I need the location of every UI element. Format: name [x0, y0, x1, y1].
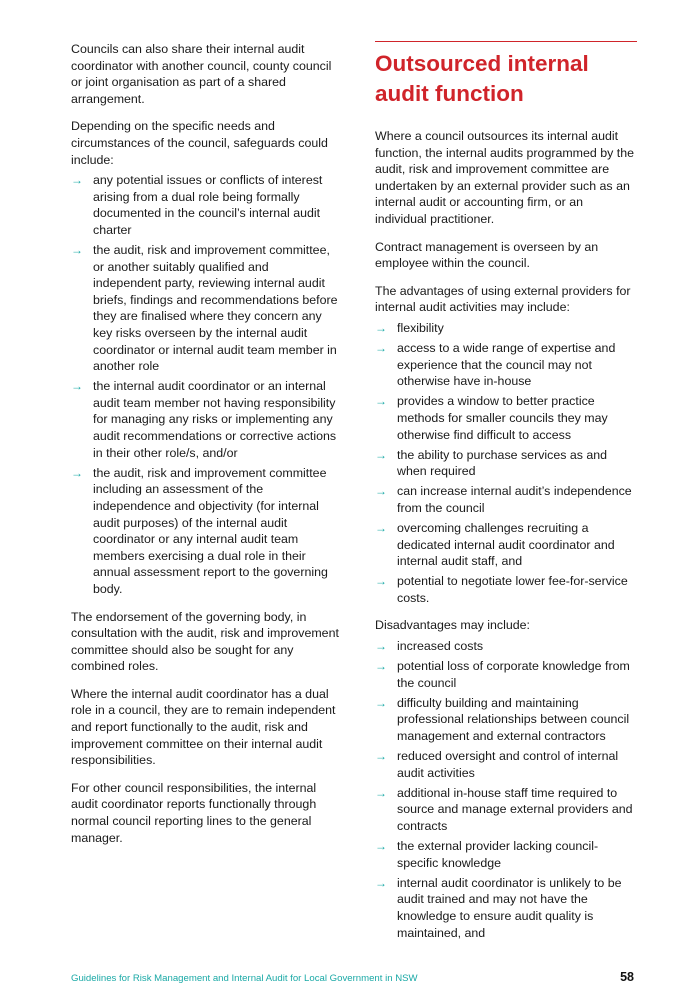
- right-column: [375, 41, 637, 952]
- list-item: → any potential issues or conflicts of interest arising from a dual role being formally documented in the council’s internal audit charter: [71, 173, 323, 237]
- list-item: → provides a window to better practice methods for smaller councils they may otherwise find difficult to access: [375, 394, 608, 442]
- list-item: → the audit, risk and improvement committee, or another suitably qualified and independent party, reviewing internal audit briefs, findings and recommendations before they are finalised where they concern any key risks overseen by the internal audit coordinator or internal audit team member in another role: [71, 243, 338, 374]
- arrow-right-icon: →: [375, 520, 387, 535]
- paragraph: The advantages of using external providers for internal audit activities may include:: [375, 283, 631, 315]
- arrow-right-icon: →: [375, 839, 387, 854]
- paragraph: Where the internal audit coordinator has a dual role in a council, they are to remain independent and report functionally to the audit, risk and improvement committee on their internal audit responsibilities.: [71, 686, 336, 768]
- list-item: → reduced oversight and control of internal audit activities: [375, 749, 619, 780]
- list-item: → increased costs: [375, 639, 484, 654]
- page-number: 58: [620, 970, 634, 984]
- left-column: [71, 41, 339, 857]
- list-item: → overcoming challenges recruiting a dedicated internal audit coordinator and internal audit staff, and: [375, 520, 615, 569]
- list-item: → the external provider lacking council-specific knowledge: [375, 839, 599, 870]
- paragraph: The endorsement of the governing body, in consultation with the audit, risk and improvement committee should also be sought for any combined roles.: [71, 609, 339, 674]
- paragraph: For other council responsibilities, the internal audit coordinator reports functionally through normal council reporting lines to the general manager.: [71, 780, 317, 845]
- list-item: → additional in-house staff time required to source and manage external providers and contracts: [375, 785, 633, 833]
- list-item: → the ability to purchase services as and when required: [375, 447, 608, 479]
- arrow-right-icon: →: [71, 465, 83, 480]
- list-item: → the audit, risk and improvement committee including an assessment of the independence and objectivity (for internal audit purposes) of the internal audit coordinator or any internal audit team members exercising a dual role in their annual assessment report to the governing body.: [71, 465, 328, 596]
- safeguards-list: [71, 172, 339, 597]
- list-item: → access to a wide range of expertise and experience that the council may not otherwise have in-house: [375, 341, 616, 389]
- list-item: → the internal audit coordinator or an internal audit team member not having responsibility for managing any risks or implementing any audit recommendations or corrective actions in their other role/s, and/or: [71, 379, 337, 460]
- arrow-right-icon: →: [375, 484, 387, 499]
- list-item: → internal audit coordinator is unlikely to be audit trained and may not have the knowledge to ensure audit quality is maintained, and: [375, 875, 622, 940]
- arrow-right-icon: →: [375, 394, 387, 409]
- arrow-right-icon: →: [71, 379, 83, 394]
- arrow-right-icon: →: [71, 243, 83, 258]
- paragraph: Disadvantages may include:: [375, 618, 530, 633]
- arrow-right-icon: →: [375, 341, 387, 356]
- arrow-right-icon: →: [71, 173, 83, 188]
- section-heading: Outsourced internal audit function: [375, 51, 589, 106]
- paragraph: Contract management is overseen by an employee within the council.: [375, 239, 599, 271]
- arrow-right-icon: →: [375, 447, 387, 462]
- arrow-right-icon: →: [375, 875, 387, 890]
- disadvantages-list: [375, 638, 637, 941]
- list-item: → difficulty building and maintaining professional relationships between council management and external contractors: [375, 695, 630, 743]
- advantages-list: [375, 320, 637, 607]
- arrow-right-icon: →: [375, 659, 387, 674]
- footer-title: Guidelines for Risk Management and Internal Audit for Local Government in NSW: [71, 973, 418, 984]
- paragraph: Councils can also share their internal audit coordinator with another council, county council or joint organisation as part of a shared arrangement.: [71, 42, 332, 106]
- list-item: → flexibility: [375, 320, 444, 335]
- arrow-right-icon: →: [375, 749, 387, 764]
- arrow-right-icon: →: [375, 574, 387, 589]
- list-item: → can increase internal audit’s independence from the council: [375, 484, 632, 515]
- arrow-right-icon: →: [375, 695, 387, 710]
- list-item: → potential loss of corporate knowledge from the council: [375, 659, 630, 690]
- heading-rule: [375, 41, 637, 42]
- arrow-right-icon: →: [375, 320, 387, 335]
- list-item: → potential to negotiate lower fee-for-service costs.: [375, 574, 628, 605]
- arrow-right-icon: →: [375, 639, 387, 654]
- paragraph: Depending on the specific needs and circumstances of the council, safeguards could include:: [71, 119, 328, 167]
- arrow-right-icon: →: [375, 785, 387, 800]
- paragraph: Where a council outsources its internal audit function, the internal audits programmed by the audit, risk and improvement committee are undertaken by an external provider such as an internal audit or accounting firm, or an individual practitioner.: [375, 129, 634, 226]
